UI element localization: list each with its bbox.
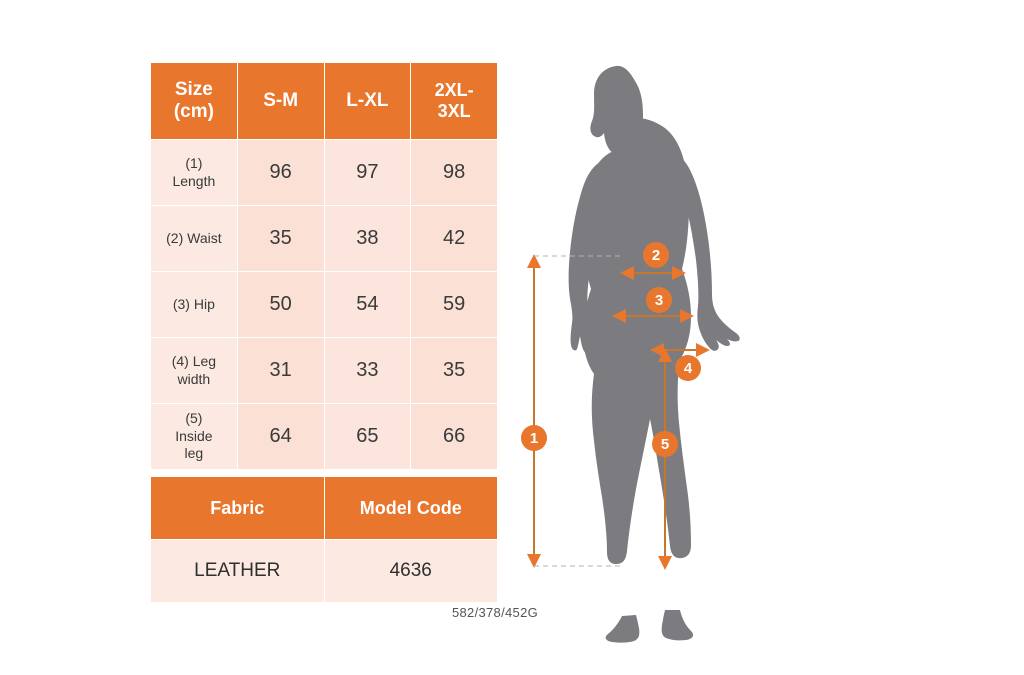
row-label-line1: (5) (185, 410, 203, 427)
cell-hip-2xl3xl: 59 (411, 272, 498, 338)
cell-insideleg-lxl: 65 (324, 404, 411, 470)
size-header-2xl-line1: 2XL- (434, 80, 474, 101)
row-label-waist (151, 206, 238, 272)
cell-legwidth-sm: 31 (237, 338, 324, 404)
size-header-2xl-line2: 3XL (437, 101, 471, 121)
row-label-inside-leg (151, 404, 238, 470)
code-note: 582/378/452G (452, 605, 539, 620)
table-row (151, 140, 498, 206)
row-label-hip (151, 272, 238, 338)
size-table-head (151, 63, 498, 140)
cell-length-2xl3xl: 98 (411, 140, 498, 206)
fabric-table-head (151, 477, 498, 540)
cell-insideleg-2xl3xl: 66 (411, 404, 498, 470)
cell-legwidth-2xl3xl: 35 (411, 338, 498, 404)
fabric-table-header-row (151, 477, 498, 540)
table-row (151, 404, 498, 470)
row-label-line1: (3) Hip (172, 295, 215, 312)
size-table (150, 62, 498, 470)
fabric-header-fabric: Fabric (151, 477, 325, 540)
row-label-line1: (2) Waist (166, 229, 222, 246)
fabric-table (150, 476, 498, 603)
row-label-line2: Length (172, 172, 216, 189)
marker-1: 1 (521, 425, 547, 451)
size-header-line1: Size (174, 79, 213, 101)
cell-waist-sm: 35 (237, 206, 324, 272)
table-row (151, 206, 498, 272)
size-table-header-2xl3xl (411, 63, 498, 140)
size-table-header-row (151, 63, 498, 140)
size-table-header-size (151, 63, 238, 140)
marker-3: 3 (646, 287, 672, 313)
marker-4: 4 (675, 355, 701, 381)
silhouette (569, 66, 740, 643)
row-label-line1: (4) Leg (171, 353, 217, 369)
cell-hip-sm: 50 (237, 272, 324, 338)
fabric-table-body (151, 540, 498, 603)
table-row (151, 540, 498, 603)
size-table-body (151, 140, 498, 470)
row-label-line1: (1) (185, 155, 203, 171)
model-figure (512, 20, 1024, 660)
cell-model-code-value: 4636 (324, 540, 498, 603)
cell-length-sm: 96 (237, 140, 324, 206)
table-row (151, 272, 498, 338)
fabric-header-model-code: Model Code (324, 477, 498, 540)
row-label-line3: leg (184, 445, 204, 462)
cell-hip-lxl: 54 (324, 272, 411, 338)
cell-waist-lxl: 38 (324, 206, 411, 272)
cell-length-lxl: 97 (324, 140, 411, 206)
size-table-header-lxl: L-XL (324, 63, 411, 140)
row-label-line2: width (177, 370, 211, 387)
row-label-length (151, 140, 238, 206)
size-header-line2: (cm) (173, 101, 214, 122)
size-table-header-sm: S-M (237, 63, 324, 140)
table-row (151, 338, 498, 404)
cell-legwidth-lxl: 33 (324, 338, 411, 404)
row-label-line2: Inside (175, 427, 213, 444)
figure-svg (512, 20, 1024, 660)
row-label-leg-width (151, 338, 238, 404)
cell-waist-2xl3xl: 42 (411, 206, 498, 272)
cell-insideleg-sm: 64 (237, 404, 324, 470)
marker-5: 5 (652, 431, 678, 457)
marker-2: 2 (643, 242, 669, 268)
cell-fabric-value: LEATHER (151, 540, 325, 603)
